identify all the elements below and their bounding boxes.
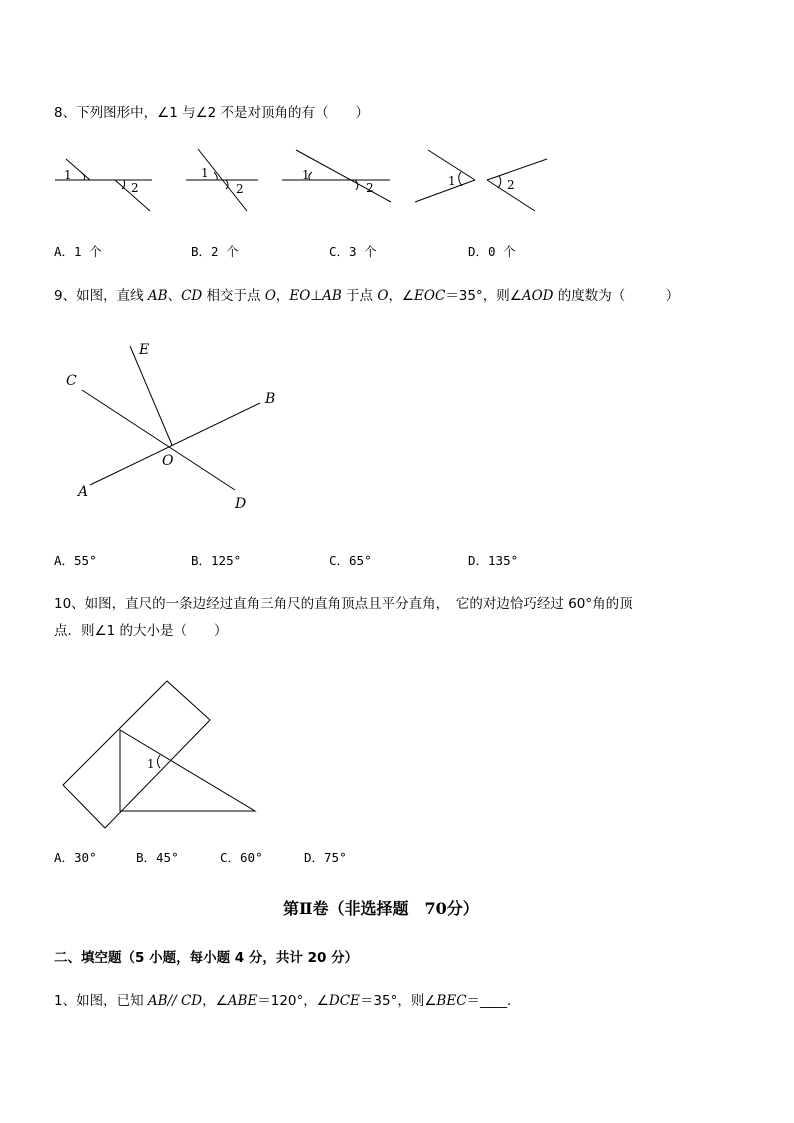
q9-option-c: C．65° <box>329 553 372 568</box>
fill-in-part-title: 二、填空题（5 小题，每小题 4 分，共计 20 分） <box>54 950 359 966</box>
q9-label-o: O <box>162 453 174 469</box>
q10-option-c: C．60° <box>220 850 263 865</box>
fill-question-1-text: 1、如图，已知 AB// CD，∠ABE＝120°，∠DCE＝35°，则∠BEC＝____． <box>54 993 521 1009</box>
q8-fig4-label-2: 2 <box>507 178 515 192</box>
question-9-text: 9、如图，直线 AB、CD 相交于点 O，EO⊥AB 于点 O，∠EOC＝35°，则∠AOD 的度数为（ ） <box>54 288 680 304</box>
question-8-text: 8、下列图形中，∠1 与∠2 不是对顶角的有（ ） <box>54 105 370 121</box>
question-10-line-2: 点．则∠1 的大小是（ ） <box>54 623 228 639</box>
q9-label-a: A <box>78 484 89 500</box>
q8-option-a: A．1 个 <box>54 244 102 259</box>
q9-label-c: C <box>66 373 77 389</box>
q8-option-b: B．2 个 <box>191 244 239 259</box>
q8-fig3-label-1: 1 <box>302 168 310 182</box>
q8-fig2-label-1: 1 <box>201 166 209 180</box>
section-2-title: 第Ⅱ卷（非选择题 70分） <box>283 899 479 918</box>
q8-option-d: D．0 个 <box>468 244 516 259</box>
q9-option-b: B．125° <box>191 553 242 568</box>
q9-label-e: E <box>139 342 150 358</box>
q10-angle-label: 1 <box>147 757 155 771</box>
q10-option-d: D．75° <box>304 850 347 865</box>
q9-option-a: A．55° <box>54 553 97 568</box>
q10-option-b: B．45° <box>136 850 179 865</box>
q10-option-a: A．30° <box>54 850 97 865</box>
q8-option-c: C．3 个 <box>329 244 377 259</box>
question-10-line-1: 10、如图，直尺的一条边经过直角三角尺的直角顶点且平分直角， 它的对边恰巧经过 60°角的顶 <box>54 596 633 612</box>
q9-label-b: B <box>265 391 276 407</box>
q9-label-d: D <box>235 496 247 512</box>
q9-option-d: D．135° <box>468 553 519 568</box>
q8-fig4-label-1: 1 <box>448 174 456 188</box>
q8-fig2-label-2: 2 <box>236 182 244 196</box>
q8-fig1-label-1: 1 <box>64 168 72 182</box>
q8-fig3-label-2: 2 <box>366 181 374 195</box>
q8-fig1-label-2: 2 <box>131 181 139 195</box>
